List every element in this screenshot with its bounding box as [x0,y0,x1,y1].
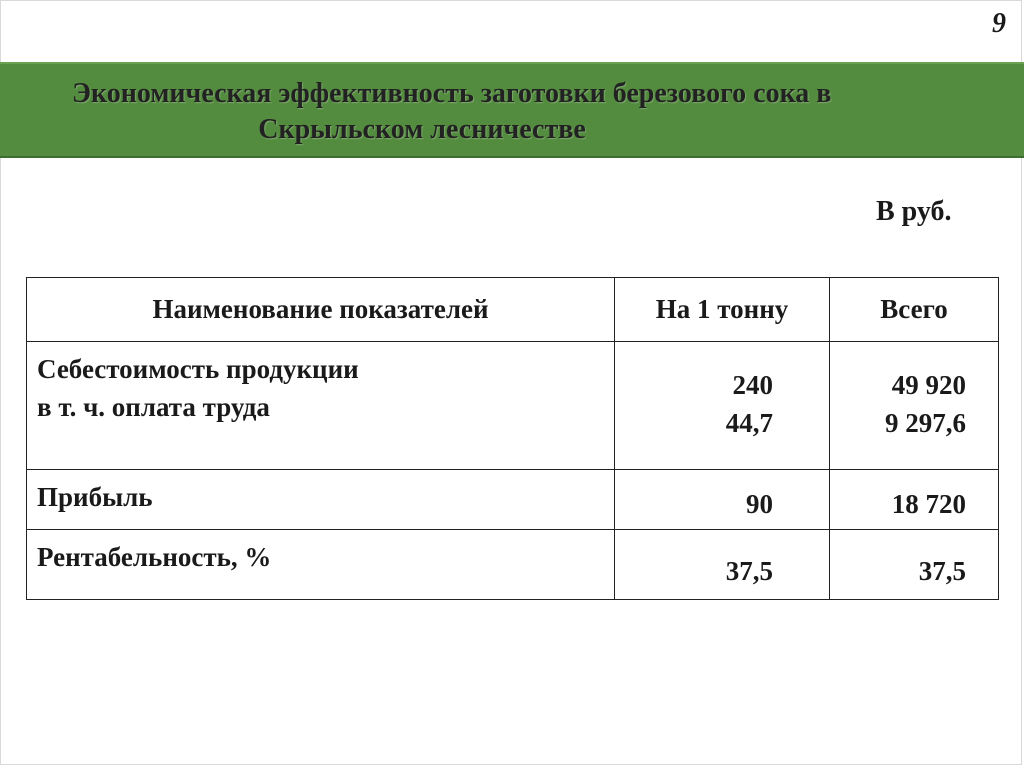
header-per-ton: На 1 тонну [615,278,830,342]
value-cost-per-ton: 240 [732,370,773,400]
row-name-profit: Прибыль [27,470,615,530]
row-name-profitability: Рентабельность, % [27,530,615,600]
slide-title-line-1: Экономическая эффективность заготовки березового сока в [72,78,832,109]
row-name-labor: в т. ч. оплата труда [37,392,270,422]
header-total: Всего [830,278,999,342]
per-ton-cell [615,342,830,470]
table-row [27,470,999,530]
row-name-cell [27,342,615,470]
total-cell [830,342,999,470]
page-number: 9 [992,8,1006,39]
table-header-row [27,278,999,342]
value-profit-per-ton: 90 [615,470,830,530]
title-band [0,62,1024,158]
value-profitability-per-ton: 37,5 [615,530,830,600]
table-row [27,530,999,600]
data-table [26,277,999,600]
value-cost-total: 49 920 [891,370,966,400]
slide-title-line-2: Скрыльском лесничестве [258,114,586,145]
table-row [27,342,999,470]
value-profitability-total: 37,5 [830,530,999,600]
value-profit-total: 18 720 [830,470,999,530]
header-indicator-name: Наименование показателей [27,278,615,342]
row-name-cost: Себестоимость продукции [37,354,359,384]
value-labor-total: 9 297,6 [885,408,966,438]
value-labor-per-ton: 44,7 [725,408,773,438]
unit-label: В руб. [876,196,952,227]
